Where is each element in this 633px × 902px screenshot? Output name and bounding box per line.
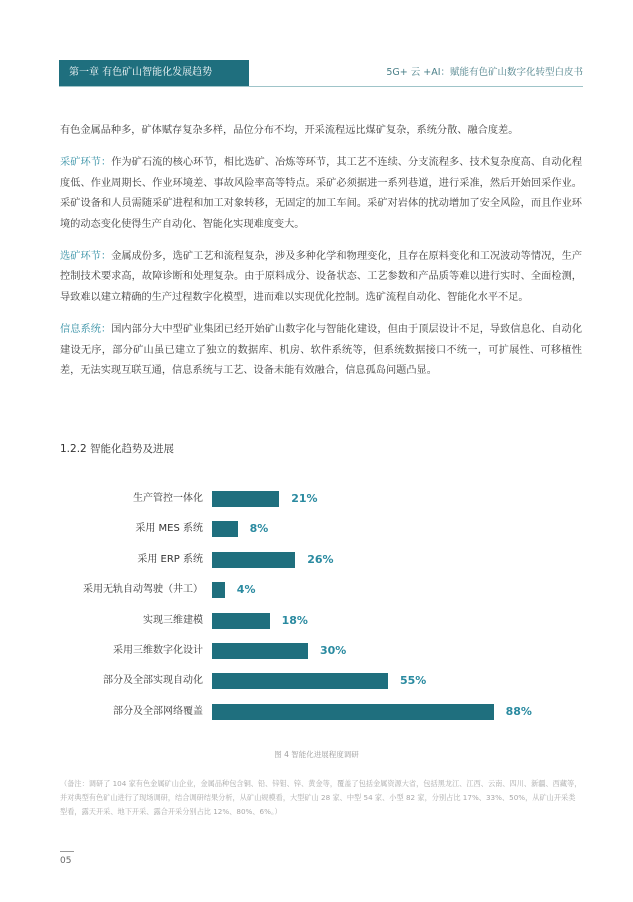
category-label: 实现三维建模 (143, 614, 203, 626)
category-label: 生产管控一体化 (133, 493, 203, 504)
bar (212, 643, 308, 659)
bar (212, 491, 279, 507)
chart-row (0, 701, 633, 723)
value-label: 4% (236, 583, 256, 597)
chart-row (0, 549, 633, 571)
mining-paragraph (60, 153, 582, 235)
chart-row (0, 670, 633, 692)
mining-label: 采矿环节： (60, 157, 112, 169)
beneficiation-text: 金属成份多，选矿工艺和流程复杂，涉及多种化学和物理变化，且存在原料变化和工况波动等情况，生产控制技术要求高，故障诊断和处理复杂。由于原料成分、设备状态、工艺参数和产品质等难以进行实时、全面检测，导致难以建立精确的生产过程数字化模型，进而难以实现优化控制。选矿流程自动化、智能化水平不足。 (60, 251, 583, 303)
beneficiation-paragraph (60, 247, 582, 308)
category-label: 部分及全部网络覆盖 (113, 705, 203, 717)
chart-row (0, 640, 633, 662)
bar (212, 582, 225, 598)
mining-text: 作为矿石流的核心环节，相比选矿、冶炼等环节，其工艺不连续、分支流程多、技术复杂度高、自动化程度低、作业周期长、作业环境差、事故风险率高等特点。采矿必须据进一系列巷道，进行采准，然后开始回采作业。采矿设备和人员需随采矿进程和加工对象转移，无固定的加工车间。采矿对岩体的扰动增加了安全风险，而且作业环境的动态变化使得生产自动化、智能化实现难度变大。 (60, 157, 583, 230)
category-label: 部分及全部实现自动化 (103, 675, 203, 687)
category-label: 采用三维数字化设计 (113, 645, 203, 656)
bar-chart (0, 488, 633, 738)
footer-rule (60, 851, 74, 852)
bar (212, 673, 388, 689)
value-label: 8% (249, 522, 269, 536)
value-label: 55% (400, 674, 427, 688)
page-number: 05 (60, 856, 72, 866)
bar (212, 613, 270, 629)
bar (212, 552, 295, 568)
chart-row (0, 488, 633, 510)
beneficiation-label: 选矿环节： (60, 251, 112, 263)
figure-caption: 图 4 智能化进展程度调研 (274, 750, 359, 759)
book-title: 5G+ 云 +AI：赋能有色矿山数字化转型白皮书 (386, 67, 583, 78)
info-paragraph (60, 320, 582, 381)
value-label: 30% (320, 644, 347, 657)
chapter-title: 第一章 有色矿山智能化发展趋势 (59, 60, 249, 86)
page-header (59, 60, 583, 87)
category-label: 采用 ERP 系统 (137, 553, 203, 565)
value-label: 88% (505, 704, 532, 718)
intro-paragraph: 有色金属品种多，矿体赋存复杂多样，品位分布不均，开采流程远比煤矿复杂，系统分散、融合度差。 (60, 125, 519, 136)
body-text (60, 121, 582, 393)
value-label: 18% (281, 613, 308, 627)
bar (212, 704, 494, 720)
info-text: 国内部分大中型矿业集团已经开始矿山数字化与智能化建设，但由于顶层设计不足，导致信息化、自动化建设无序，部分矿山虽已建立了独立的数据库、机房、软件系统等，但系统数据接口不统一，可扩展性、可移植性差，无法实现互联互通，信息系统与工艺、设备未能有效融合，信息孤岛问题凸显。 (60, 324, 583, 377)
info-label: 信息系统： (60, 324, 112, 336)
footnote: （备注：调研了 104 家有色金属矿山企业，金属品种包含铜、铅、锌钼、锌、黄金等，覆盖了包括金属资源大省，包括黑龙江、江西、云南、四川、新疆、西藏等，并对典型有色矿山进行了现场调研，结合调研结果分析，从矿山规模看，大型矿山 28 家、中型 54 家、小型 82 家，分别占比 17%、33%、50%，从矿山开采类型看，露天开采、地下开采、露合开采分别占比 12%、80%、6%。） (60, 779, 582, 816)
category-label: 采用无轨自动驾驶（井工） (83, 584, 203, 596)
chart-row (0, 610, 633, 632)
category-label: 采用 MES 系统 (135, 523, 203, 535)
value-label: 26% (307, 552, 334, 566)
section-title: 1.2.2 智能化趋势及进展 (60, 443, 175, 455)
value-label: 21% (291, 492, 318, 505)
chart-row (0, 579, 633, 601)
bar (212, 521, 238, 537)
chart-row (0, 518, 633, 540)
